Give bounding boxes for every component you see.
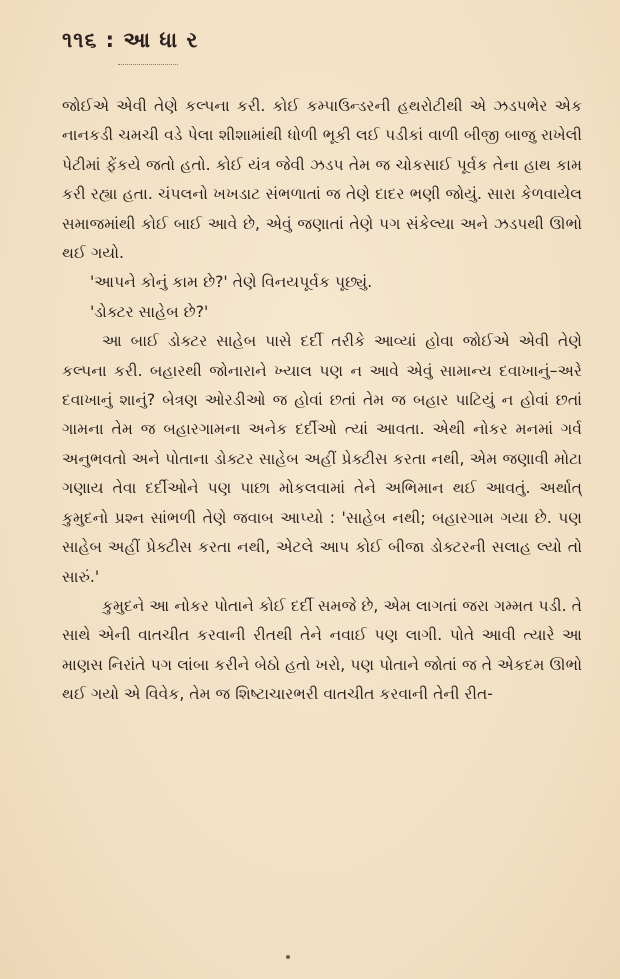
body-text [62, 92, 582, 942]
paragraph-3: કુમુદને આ નોકર પોતાને કોઈ દર્દી સમજે છે, એમ લાગતાં જરા ગમ્મત પડી. તે સાથે એની વાતચીત કરવાની રીતથી તેને નવાઈ પણ લાગી. પોતે આવી ત્યારે આ માણસ નિરાંતે પગ લાંબા કરીને બેઠો હતો ખરો, પણ પોતાને જોતાં જ તે એકદમ ઊભો થઈ ગયો એ વિવેક, તેમ જ શિષ્ટાચારભરી વાતચીત કરવાની તેની રીત- [62, 596, 582, 704]
footer-dot [286, 955, 290, 959]
page-number: ૧૧૬ [62, 28, 98, 52]
paragraph-1: જોઈએ એવી તેણે કલ્પના કરી. કોઈ કમ્પાઉન્ડરની હથરોટીથી એ ઝડપભેર એક નાનકડી ચમચી વડે પેલા શીશામાંથી ધોળી ભૂકી લઈ પડીકાં વાળી બીજી બાજુ રાખેલી પેટીમાં ફેંકયે જતો હતો. કોઈ યંત્ર જેવી ઝડપ તેમ જ ચોકસાઈ પૂર્વક તેના હાથ કામ કરી રહ્યા હતા. ચંપલનો ખખડાટ સંભળાતાં જ તેણે દાદર ભણી જોયું. સારા કેળવાયેલ સમાજમાંથી કોઈ બાઈ આવે છે, એવું જણાતાં તેણે પગ સંકેલ્યા અને ઝડપથી ઊભો થઈ ગયો. [62, 97, 582, 263]
dialogue-line-1: 'આપને કોનું કામ છે?' તેણે વિનયપૂર્વક પૂછ્યું. [90, 273, 373, 292]
paragraph-2: આ બાઈ ડોક્ટર સાહેબ પાસે દર્દી તરીકે આવ્યાં હોવા જોઈએ એવી તેણે કલ્પના કરી. બહારથી જોનારાને ખ્યાલ પણ ન આવે એવું સામાન્ય દવાખાનું–અરે દવાખાનું શાનું? બેત્રણ ઓરડીઓ જ હોવાં છતાં તેમ જ બહાર પાટિયું ન હોવાં છતાં ગામના તેમ જ બહારગામના અનેક દર્દીઓ ત્યાં આવતા. એથી નોકર મનમાં ગર્વ અનુભવતો અને પોતાના ડોક્ટર સાહેબ અહીં પ્રેક્ટીસ કરતા નથી, એમ જણાવી મોટા ગણાય તેવા દર્દીઓને પણ પાછા મોકલવામાં તેને અભિમાન થઈ આવતું. અર્થાત્ કુમુદનો પ્રશ્ન સાંભળી તેણે જવાબ આપ્યો : 'સાહેબ નથી; બહારગામ ગયા છે. પણ સાહેબ અહીં પ્રેક્ટીસ કરતા નથી, એટલે આપ કોઈ બીજા ડોક્ટરની સલાહ લ્યો તો સારું.' [62, 332, 582, 586]
header-separator: : [105, 28, 116, 52]
dialogue-line-2: 'ડોક્ટર સાહેબ છે?' [90, 302, 209, 321]
running-title: આ ધા ર [123, 28, 199, 52]
running-header [62, 28, 198, 53]
header-ornament-rule [118, 64, 178, 65]
